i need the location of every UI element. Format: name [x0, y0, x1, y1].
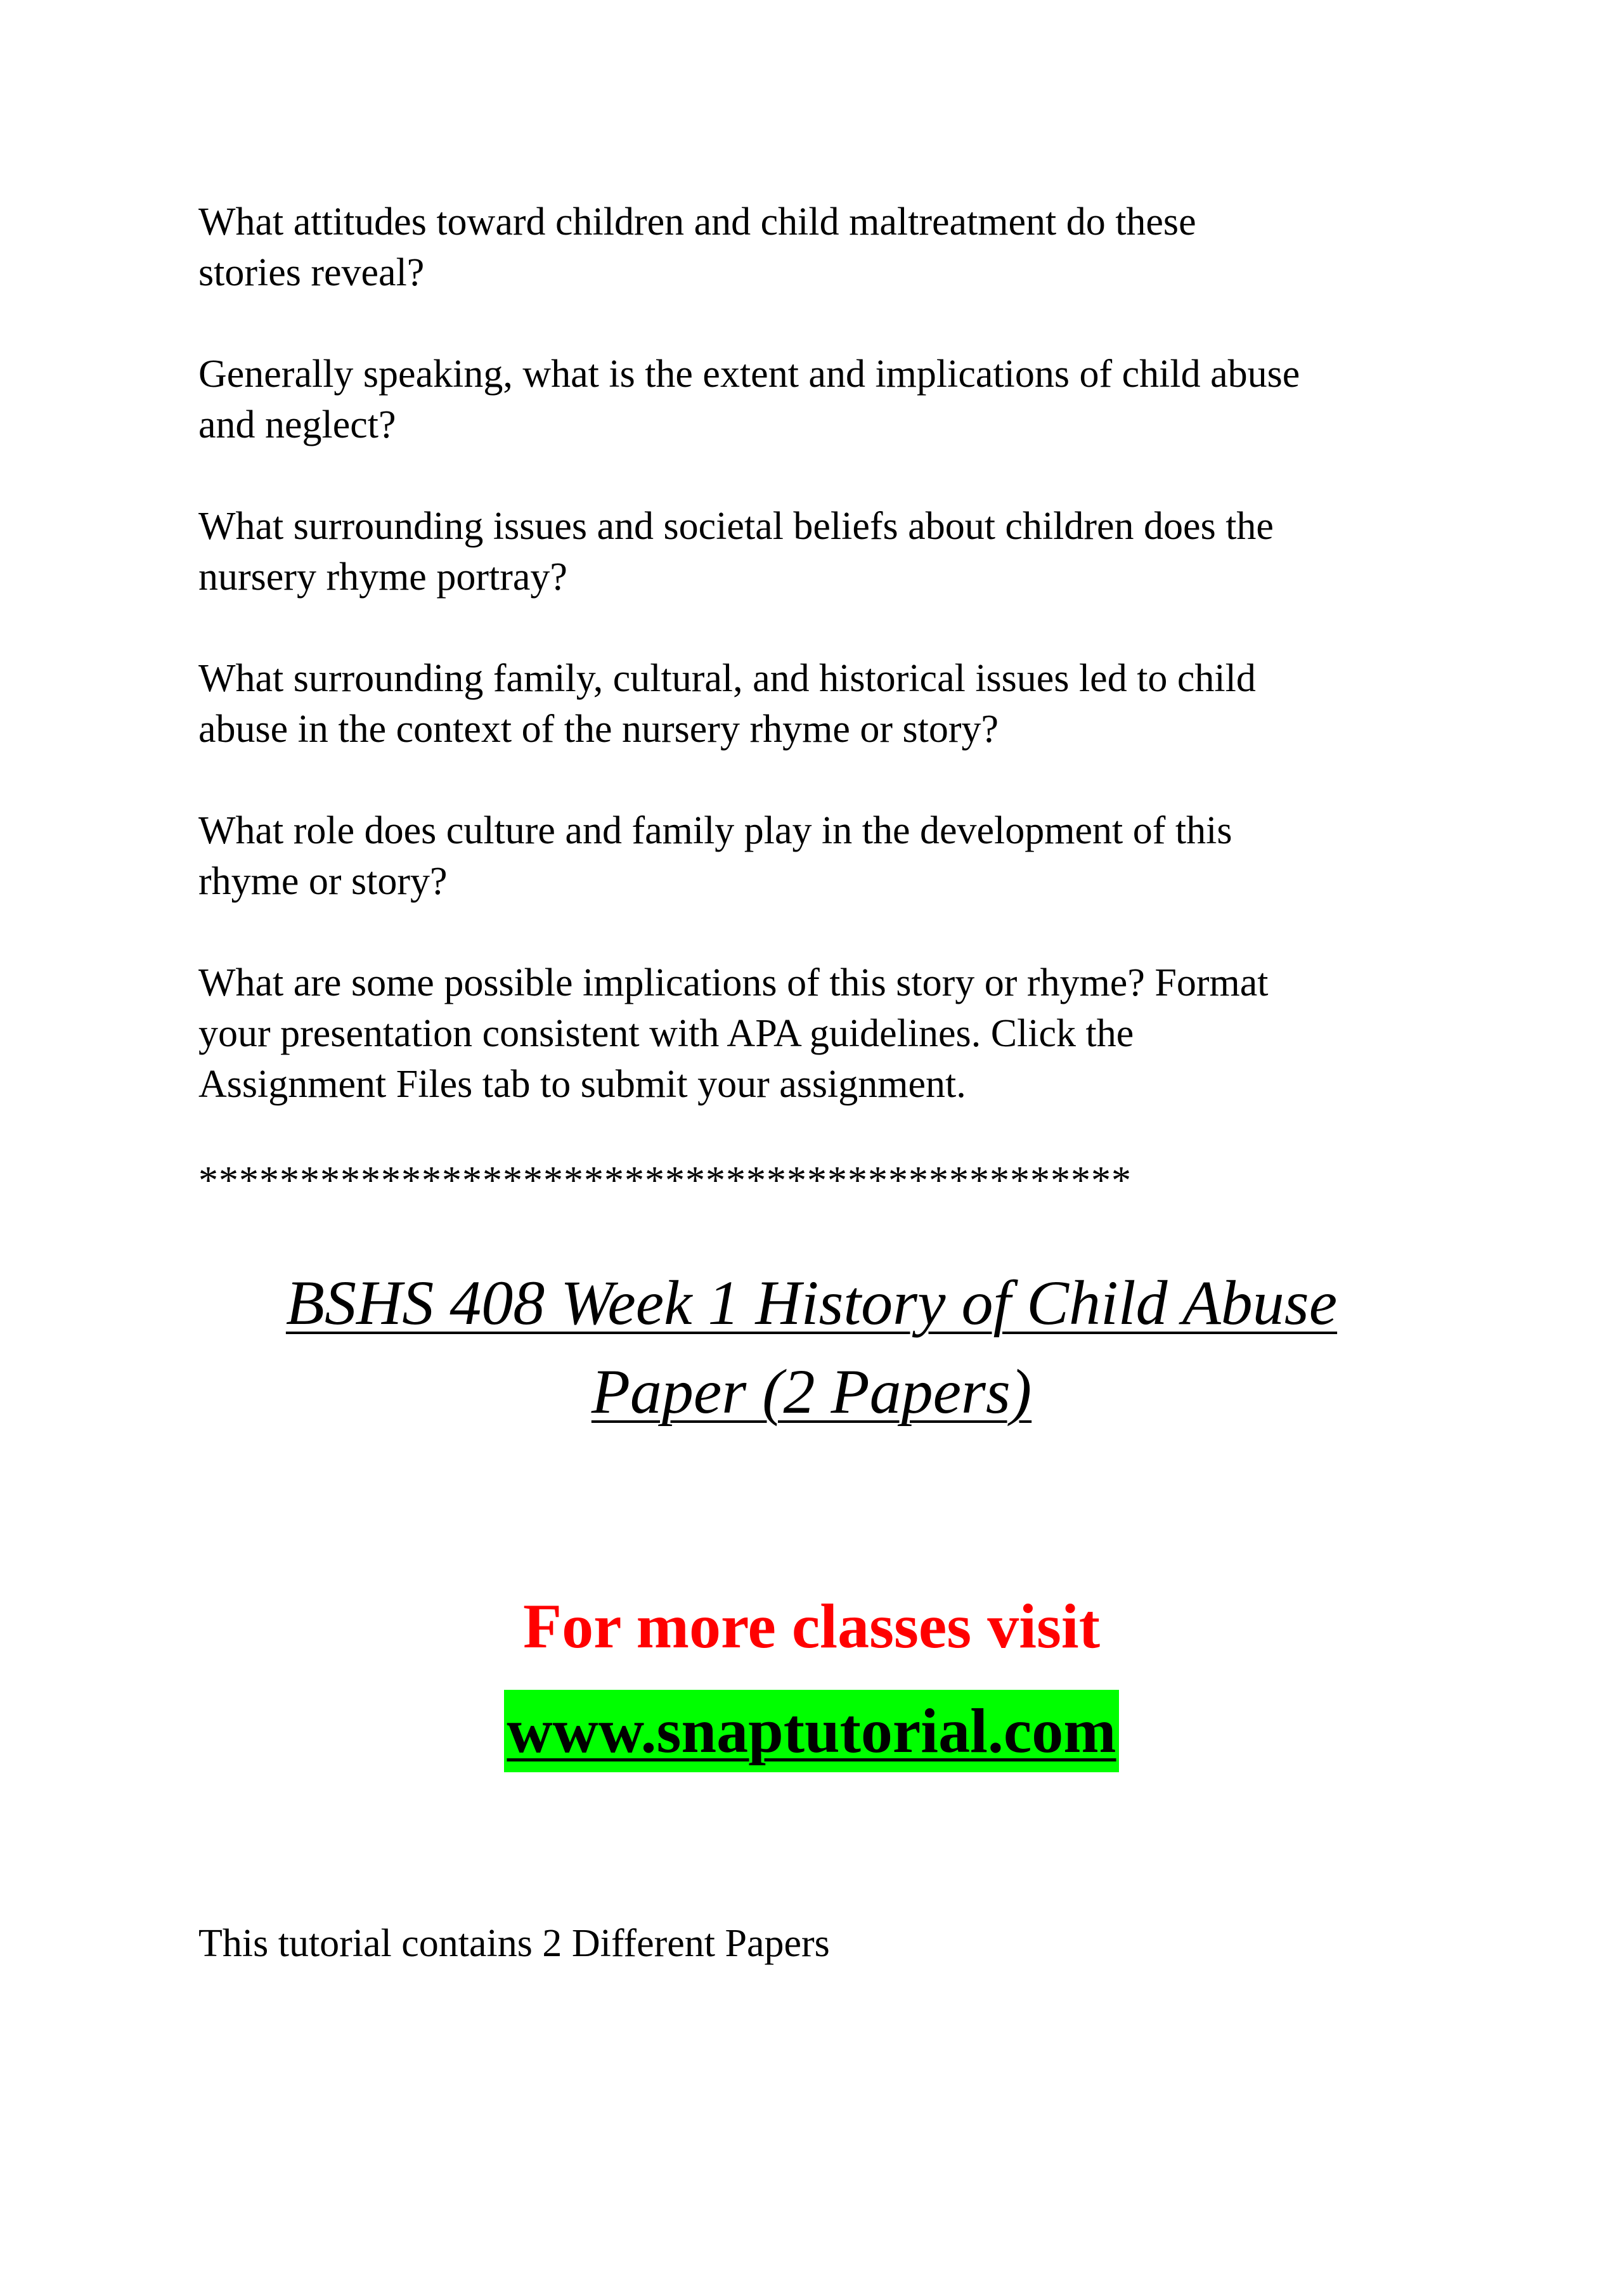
tutorial-note: This tutorial contains 2 Different Papers — [198, 1922, 830, 1965]
course-title-line-1: BSHS 408 Week 1 History of Child Abuse — [285, 1268, 1338, 1338]
promo-link-container — [0, 1690, 1623, 1772]
question-paragraph-3: What surrounding issues and societal beliefs about children does the nursery rhyme portray? — [198, 505, 1274, 599]
question-paragraph-6: What are some possible implications of this story or rhyme? Format your presentation consistent with APA guidelines. Click the Assignment Files tab to submit your assignment. — [198, 961, 1269, 1106]
question-paragraph-4: What surrounding family, cultural, and historical issues led to child abuse in the context of the nursery rhyme or story? — [198, 657, 1256, 751]
asterisk-separator: ********************************************** — [198, 1159, 1132, 1202]
question-paragraph-1: What attitudes toward children and child maltreatment do these stories reveal? — [198, 200, 1196, 294]
snaptutorial-link[interactable]: www.snaptutorial.com — [504, 1690, 1118, 1772]
question-paragraph-5: What role does culture and family play in the development of this rhyme or story? — [198, 809, 1232, 903]
question-paragraph-2: Generally speaking, what is the extent and implications of child abuse and neglect? — [198, 353, 1300, 446]
course-title-line-2: Paper (2 Papers) — [591, 1356, 1032, 1427]
promo-text: For more classes visit — [522, 1591, 1100, 1661]
